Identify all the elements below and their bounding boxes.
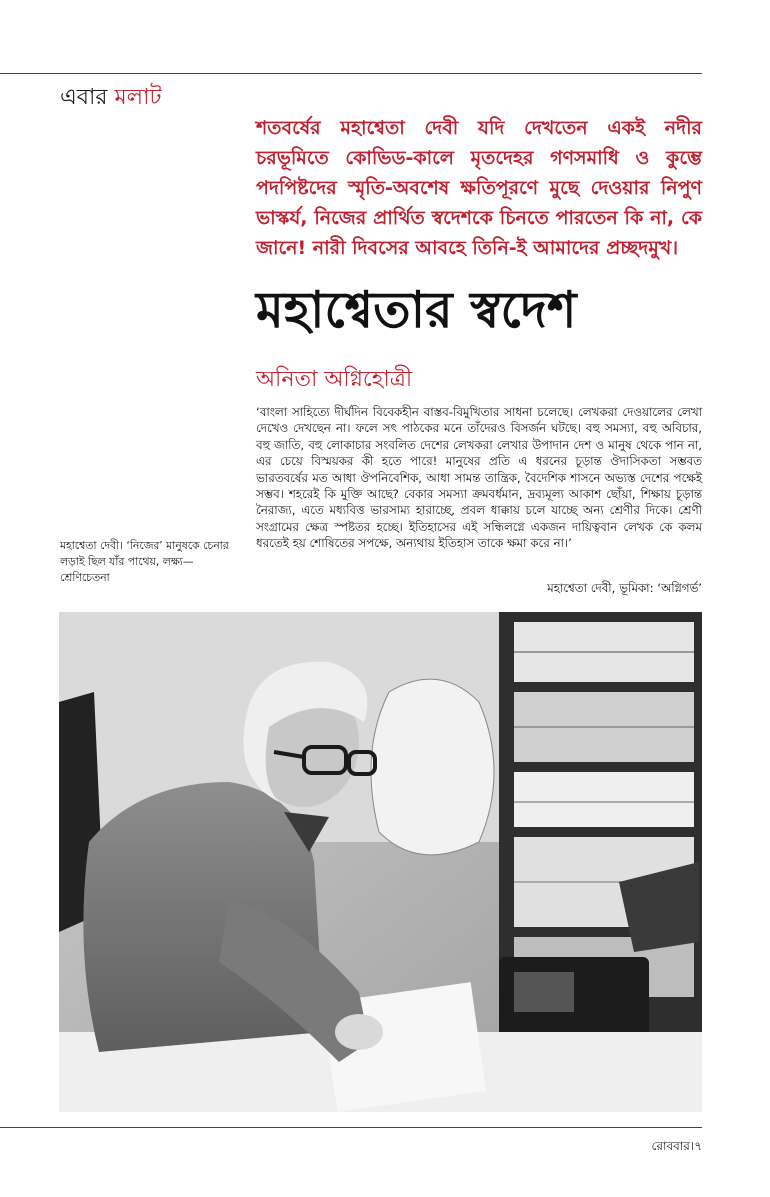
article-headline: মহাশ্বেতার স্বদেশ xyxy=(256,280,577,339)
section-label xyxy=(60,84,161,112)
section-accent: মলাট xyxy=(114,85,162,110)
quote-attribution: মহাশ্বেতা দেবী, ভূমিকা: ‘অগ্নিগর্ভ’ xyxy=(547,581,702,595)
epigraph-quote: ‘বাংলা সাহিত্যে দীর্ঘদিন বিবেকহীন বাস্তব-বিমুখিতার সাধনা চলেছে। লেখকরা দেওয়ালের লেখা দেখেও দেখছেন না। ফলে সৎ পাঠকের মনে তাঁদেরও বিসর্জন ঘটছে। বহু সমস্যা, বহু অবিচার, বহু জাতি, বহু লোকাচার সংবলিত দেশের লেখকরা লেখার উপাদান দেশ ও মানুষ থেকে পান না, এর চেয়ে বিস্ময়কর কী হতে পারে! মানুষের প্রতি এ ধরনের চূড়ান্ত ঔদাসিকতা সম্ভবত ভারতবর্ষের মত আধা ঔপনিবেশিক, আধা সামন্ত তান্ত্রিক, বৈদেশিক শাসনে অভ্যস্ত দেশের পক্ষেই সম্ভব। শহরেই কি মুক্তি আছে? বেকার সমস্যা ক্রমবর্ধমান, দ্রব্যমূল্য আকাশ ছোঁয়া, শিক্ষায় চূড়ান্ত নৈরাজ্য, এতে মধ্যবিত্ত ভারসাম্য হারাচ্ছে, প্রবল ধাক্কায় চলে যাচ্ছে অন্য শ্রেণীর দিকে। শ্রেণী সংগ্রামের ক্ষেত্র স্পষ্টতর হচ্ছে। ইতিহাসের এই সন্ধিলগ্নে একজন দায়িত্ববান লেখক কে কলম ধরতেই হয় শোষিতের সপক্ষে, অন্যথায় ইতিহাস তাকে ক্ষমা করে না।’ xyxy=(256,405,702,551)
writer-at-desk-photo xyxy=(59,612,702,1112)
section-prefix: এবার xyxy=(60,85,108,110)
photo-caption: মহাশ্বেতা দেবী। ‘নিজের’ মানুষকে চেনার লড়াই ছিল যাঁর পাথেয়, লক্ষ্য— শ্রেণিচেতনা xyxy=(60,539,229,584)
cover-photo xyxy=(59,612,702,1112)
article-byline: অনিতা অগ্নিহোত্রী xyxy=(256,367,413,392)
page-folio: রোববার।৭ xyxy=(651,1139,702,1153)
bottom-rule xyxy=(0,1127,702,1128)
article-deck: শতবর্ষের মহাশ্বেতা দেবী যদি দেখতেন একই নদীর চরভূমিতে কোভিড-কালে মৃতদেহর গণসমাধি ও কুম্ভে পদপিষ্টদের স্মৃতি-অবশেষ ক্ষতিপূরণে মুছে দেওয়ার নিপুণ ভাস্কর্য, নিজের প্রার্থিত স্বদেশকে চিনতে পারতেন কি না, কে জানে! নারী দিবসের আবহে তিনি-ই আমাদের প্রচ্ছদমুখ। xyxy=(256,117,702,259)
top-rule xyxy=(0,73,702,74)
